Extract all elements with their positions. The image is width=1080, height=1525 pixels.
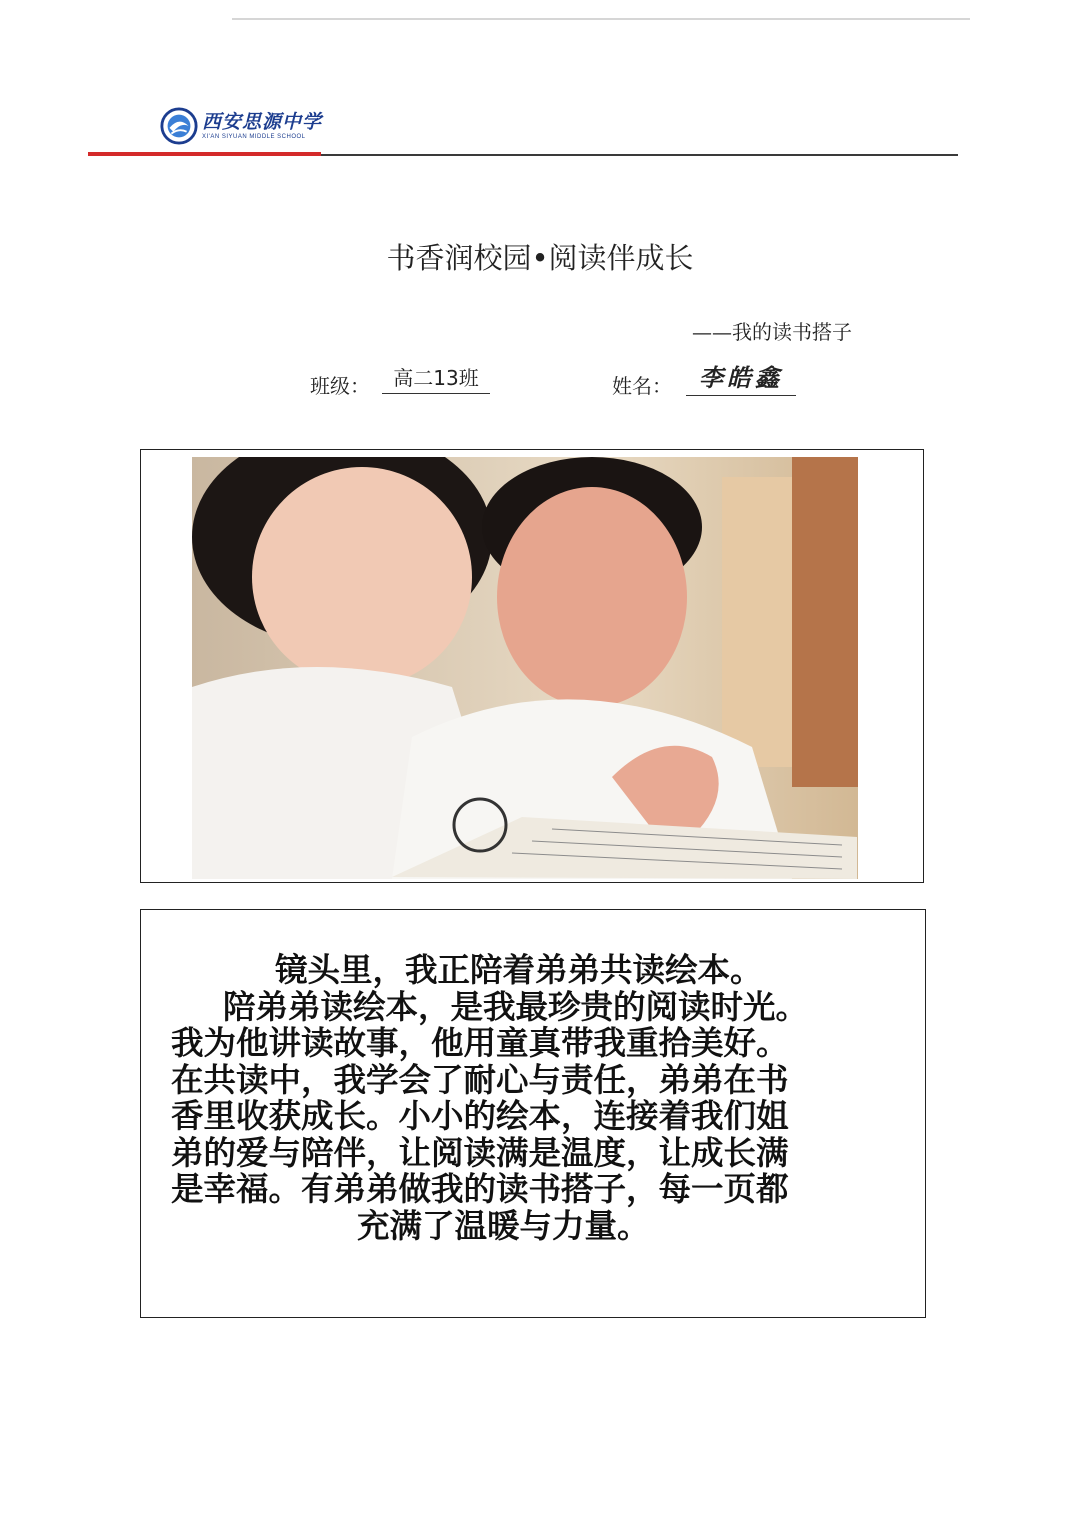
page-subtitle: ——我的读书搭子 — [692, 320, 852, 344]
class-label: 班级： — [310, 374, 370, 398]
reflection-line: 弟的爱与陪伴，让阅读满是温度，让成长满 — [171, 1133, 789, 1172]
reading-photo — [192, 457, 858, 879]
name-value: 李皓鑫 — [686, 358, 796, 396]
class-value: 高二13班 — [382, 362, 490, 394]
header-rule-black — [321, 154, 958, 156]
top-rule — [232, 18, 970, 20]
reflection-line: 香里收获成长。小小的绘本，连接着我们姐 — [171, 1097, 789, 1135]
page-title: 书香润校园•阅读伴成长 — [386, 241, 694, 275]
reflection-line: 我为他讲读故事，他用童真带我重拾美好。 — [171, 1024, 789, 1062]
reflection-line: 是幸福。有弟弟做我的读书搭子，每一页都 — [171, 1170, 789, 1208]
reflection-line: 镜头里，我正陪着弟弟共读绘本。 — [275, 951, 763, 989]
reflection-line: 充满了温暖与力量。 — [357, 1206, 650, 1245]
school-emblem-icon — [160, 107, 198, 145]
header-rule-red — [88, 152, 321, 156]
reflection-line: 陪弟弟读绘本，是我最珍贵的阅读时光。 — [223, 987, 809, 1026]
reflection-box — [140, 909, 926, 1318]
school-logo — [160, 106, 322, 146]
photo-frame — [140, 449, 924, 883]
reflection-text — [171, 952, 891, 1244]
photo-placeholder-icon — [192, 457, 858, 879]
name-label: 姓名： — [612, 374, 672, 398]
reflection-line: 在共读中，我学会了耐心与责任，弟弟在书 — [171, 1060, 789, 1099]
logo-english-name: XI'AN SIYUAN MIDDLE SCHOOL — [202, 134, 306, 140]
logo-chinese-name: 西安思源中学 — [202, 111, 323, 133]
